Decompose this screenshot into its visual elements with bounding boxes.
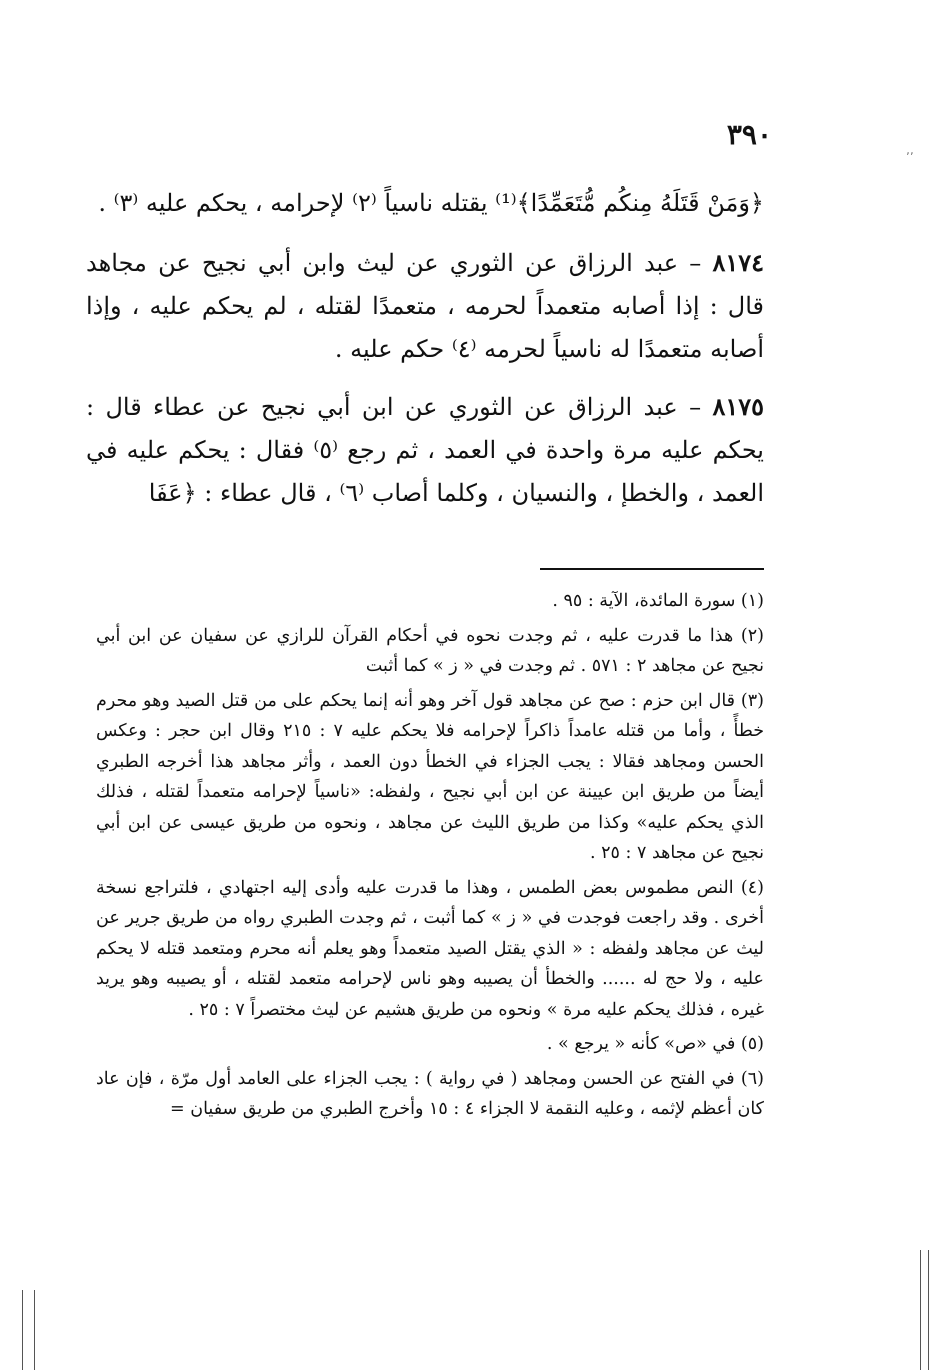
hadith-number: ٨١٧٥	[712, 392, 764, 421]
hadith-number: ٨١٧٤	[712, 248, 764, 277]
footnote-separator	[540, 568, 764, 570]
scan-edge-line	[34, 1290, 35, 1370]
footnote-1: (١) سورة المائدة، الآية : ٩٥ .	[552, 591, 764, 611]
footnotes	[96, 586, 764, 1129]
hadith-8174	[86, 241, 764, 371]
footnote-6: (٦) في الفتح عن الحسن ومجاهد ( في رواية ) : يجب الجزاء على العامد أول مرّة ، فإن عاد كان أعظم لإثمه ، وعليه النقمة لا الجزاء ٤ : ١٥ وأخرج الطبري من طريق سفيان =	[96, 1068, 764, 1119]
page-number: ٣٩٠	[726, 118, 772, 151]
hadith-8175	[86, 385, 764, 515]
scan-edge-line	[928, 1250, 929, 1370]
footnote-5: (٥) في «ص» كأنه « يرجع » .	[546, 1034, 764, 1054]
main-text	[86, 182, 764, 529]
corner-mark: ٬٬	[906, 150, 914, 164]
scan-edge-line	[920, 1250, 921, 1370]
hadith-text: – عبد الرزاق عن الثوري عن ابن أبي نجيح عن عطاء قال : يحكم عليه مرة واحدة في العمد ، ثم رجع ⁽٥⁾ فقال : يحكم عليه في العمد ، والخطإ ، والنسيان ، وكلما أصاب ⁽٦⁾ ، قال عطاء : ﴿عَفَا	[86, 393, 764, 507]
footnote-4: (٤) النص مطموس بعض الطمس ، وهذا ما قدرت عليه وأدى إليه اجتهادي ، فلتراجع نسخة أخرى . وقد راجعت فوجدت في « ز » كما أثبت ، ثم وجدت الطبري رواه من طريق جرير عن ليث عن مجاهد ولفظه : « الذي يقتل الصيد متعمداً وهو يعلم أنه محرم ومتعمد قتله لا يحكم عليه ، ولا حج له ...... والخطأ أن يصيبه وهو ناس لإحرامه متعمد لقتله ، أو يصيبه وهو يريد غيره ، فذلك يحكم عليه مرة » ونحوه من طريق هشيم عن ليث مختصراً ٧ : ٢٥ .	[96, 877, 764, 1020]
footnote-3: (٣) قال ابن حزم : صح عن مجاهد قول آخر وهو أنه إنما يحكم على من قتل الصيد وهو محرم خطأً ، وأما من قتله عامداً ذاكراً لإحرامه فلا يحكم عليه ٧ : ٢١٥ وقال ابن حجر : وعكس الحسن ومجاهد فقالا : يجب الجزاء في الخطأ دون العمد ، وأثر مجاهد هذا أخرجه الطبري أيضاً من طريق ابن عيينة عن ابن أبي نجيح ، ولفظه: «ناسياً لإحرامه متعمداً لقتله ، فذلك الذي يحكم عليه» وكذا من طريق الليث عن مجاهد ، ونحوه من طريق عيسى عن ابن أبي نجيح عن مجاهد ٧ : ٢٥ .	[96, 690, 765, 863]
footnote-2: (٢) هذا ما قدرت عليه ، ثم وجدت نحوه في أحكام القرآن للرازي عن سفيان عن ابن أبي نجيح عن مجاهد ٢ : ٥٧١ . ثم وجدت في « ز » كما أثبت	[96, 625, 764, 676]
hadith-text: – عبد الرزاق عن الثوري عن ليث وابن أبي نجيح عن مجاهد قال : إذا أصابه متعمداً لحرمه ، متعمدًا لقتله ، لم يحكم عليه ، وإذا أصابه متعمدًا له ناسياً لحرمه ⁽٤⁾ حكم عليه .	[86, 249, 764, 363]
scan-edge-line	[22, 1290, 23, 1370]
quran-verse-line: ﴿وَمَنْ قَتَلَهُ مِنكُم مُّتَعَمِّدًا﴾⁽¹⁾ يقتله ناسياً ⁽٢⁾ لإحرامه ، يحكم عليه ⁽٣⁾ .	[98, 189, 764, 217]
